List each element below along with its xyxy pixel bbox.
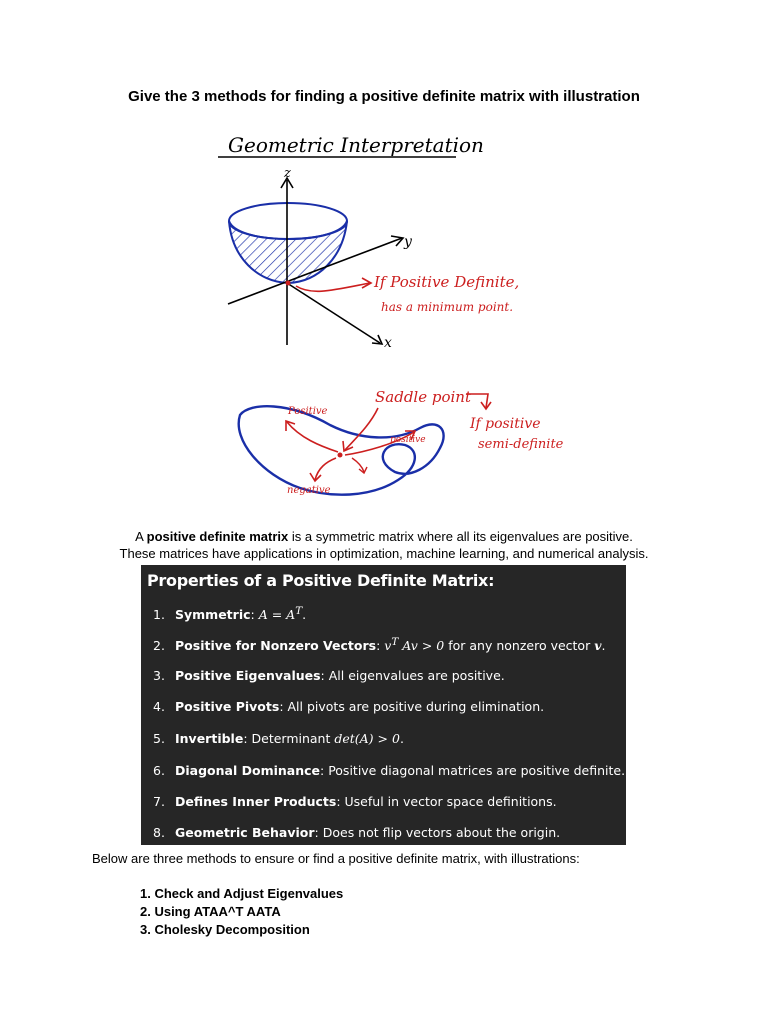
saddle-arrow: [345, 408, 378, 450]
property-item: 8. Geometric Behavior: Does not flip vectors about the origin.: [153, 825, 561, 840]
property-item: 6. Diagonal Dominance: Positive diagonal matrices are positive definite.: [153, 763, 626, 778]
small-down-arrow: [352, 458, 364, 472]
min-arrow: [296, 283, 370, 291]
method-item: 2. Using ATAA^T AATA: [140, 904, 281, 919]
y-label: y: [404, 234, 412, 250]
label-negative: negative: [287, 485, 331, 496]
properties-title: Properties of a Positive Definite Matrix:: [147, 571, 495, 590]
property-item: 2. Positive for Nonzero Vectors: $v^T$ Av > 0 for any nonzero vector v.: [153, 636, 606, 654]
minimum-point: [286, 281, 291, 286]
properties-panel: [141, 565, 626, 845]
intro-line2: These matrices have applications in optimization, machine learning, and numerical analysis.: [119, 546, 649, 561]
note-psd-line1: If positive: [470, 416, 541, 432]
note-psd-line2: semi-definite: [478, 437, 564, 452]
method-item: 3. Cholesky Decomposition: [140, 922, 310, 937]
property-item: 7. Defines Inner Products: Useful in vector space definitions.: [153, 794, 557, 809]
saddle-label: Saddle point: [375, 388, 471, 406]
bowl-body: [229, 221, 347, 283]
intro-paragraph: [0, 528, 768, 562]
property-item: 3. Positive Eigenvalues: All eigenvalues are positive.: [153, 668, 505, 683]
intro-line1: A positive definite matrix is a symmetric matrix where all its eigenvalues are positive.: [135, 529, 633, 544]
methods-list: [140, 885, 343, 939]
z-label: z: [284, 166, 291, 181]
label-positive-left: Positive: [288, 406, 328, 417]
note-pd-line2: has a minimum point.: [381, 300, 514, 314]
property-item: 5. Invertible: Determinant det(A) > 0.: [153, 731, 404, 746]
property-item: 1. Symmetric: $A = A^T$.: [153, 605, 307, 623]
method-item: 1. Check and Adjust Eigenvalues: [140, 886, 344, 901]
page-title: Give the 3 methods for finding a positive definite matrix with illustration: [128, 88, 640, 105]
below-text: Below are three methods to ensure or find a positive definite matrix, with illustrations:: [92, 851, 580, 866]
saddle-point: [338, 453, 343, 458]
figure-heading: Geometric Interpretation: [228, 133, 484, 157]
x-label: x: [384, 335, 392, 351]
negative-arrow: [315, 458, 336, 480]
saddle-surface: [239, 406, 444, 494]
x-axis: [287, 283, 380, 343]
label-positive-right: positive: [390, 435, 426, 445]
note-pd-line1: If Positive Definite,: [374, 273, 520, 291]
intro-bold-term: positive definite matrix: [146, 529, 289, 544]
property-item: 4. Positive Pivots: All pivots are positive during elimination.: [153, 699, 545, 714]
